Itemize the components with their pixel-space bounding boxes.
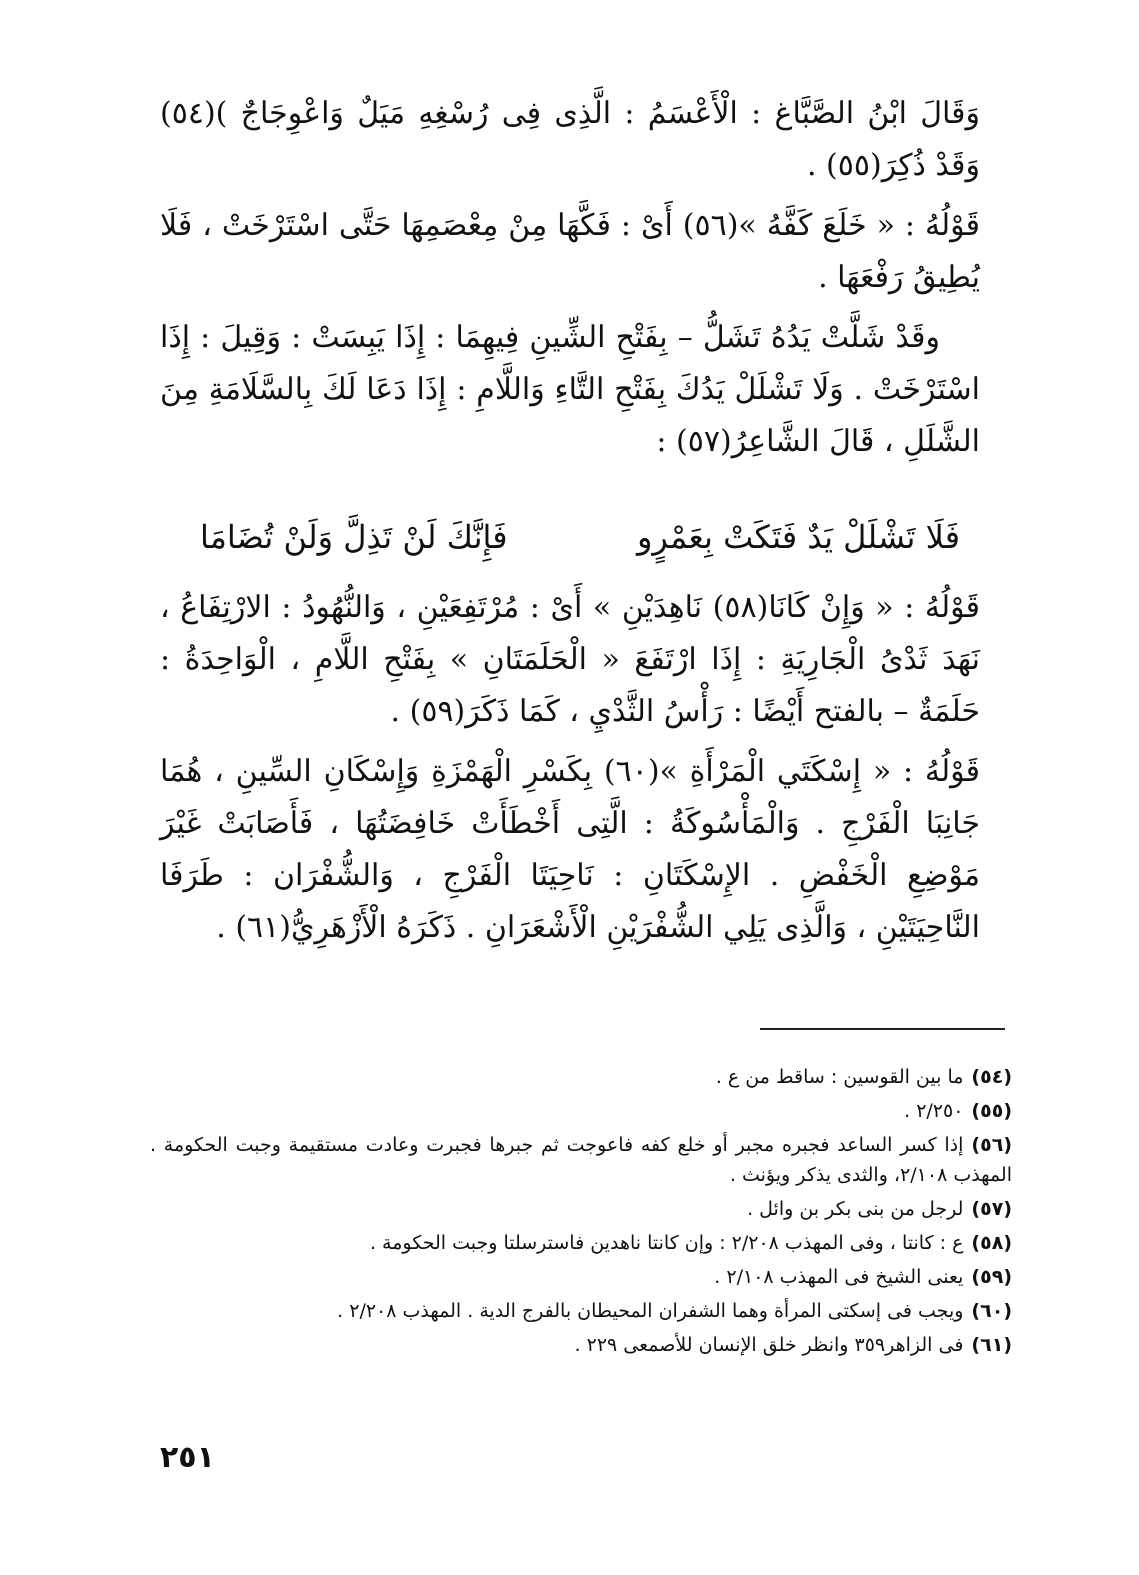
footnote-54 (150, 1062, 1012, 1092)
footnote-text: إذا كسر الساعد فجبره مجبر أو خلع كفه فاعوجت ثم جبرها فجبرت وعادت مستقيمة وجبت الحكومة . المهذب ٢/١٠٨، والثدى يذكر ويؤنث . (150, 1134, 1012, 1186)
footnote-number: (٥٤) (971, 1066, 1012, 1088)
paragraph-5: قَوْلُهُ : « إِسْكَتَي الْمَرْأَةِ »(٦٠) بِكَسْرِ الْهَمْزَةِ وَإِسْكَانِ السِّينِ ، هُمَا جَانِبَا الْفَرْجِ . وَالْمَأْسُوكَةُ : الَّتِى أَخْطَأَتْ خَافِضَتُهَا ، فَأَصَابَتْ غَيْرَ مَوْضِعِ الْخَفْضِ . الإِسْكَتَانِ : نَاحِيَتَا الْفَرْجِ ، وَالشُّفْرَان : طَرَفَا النَّاحِيَتَيْنِ ، وَالَّذِى يَلِي الشُّفْرَيْنِ الْأَشْعَرَانِ . ذَكَرَهُ الْأَزْهَرِيُّ(٦١) . (160, 754, 980, 945)
footnote-58 (150, 1228, 1012, 1258)
footnote-number: (٥٩) (971, 1266, 1012, 1288)
paragraph-3: وقَدْ شَلَّتْ يَدُهُ تَشَلُّ – بِفَتْحِ الشِّينِ فِيهِمَا : إِذَا يَبِسَتْ : وَقِيلَ : إِذَا اسْتَرْخَتْ . وَلَا تَشْلَلْ يَدُكَ بِفَتْحِ التَّاءِ وَاللَّامِ : إِذَا دَعَا لَكَ بِالسَّلَامَةِ مِنَ الشَّلَلِ ، قَالَ الشَّاعِرُ(٥٧) : (160, 320, 980, 459)
footnote-text: ويجب فى إسكتى المرأة وهما الشفران المحيطان بالفرج الدية . المهذب ٢/٢٠٨ . (337, 1300, 964, 1322)
footnote-60 (150, 1296, 1012, 1326)
footnote-text: ع : كانتا ، وفى المهذب ٢/٢٠٨ : وإن كانتا ناهدين فاسترسلتا وجبت الحكومة . (369, 1232, 964, 1254)
footnote-text: فى الزاهر٣٥٩ وانظر خلق الإنسان للأصمعى ٢٢٩ . (574, 1334, 964, 1356)
footnote-number: (٦٠) (971, 1300, 1012, 1322)
footnote-55 (150, 1096, 1012, 1126)
paragraph-1: وَقَالَ ابْنُ الصَّبَّاغ : الْأَعْسَمُ : الَّذِى فِى رُسْغِهِ مَيَلٌ وَاعْوِجَاجٌ )(٥٤) وَقَدْ ذُكِرَ(٥٥) . (160, 96, 980, 183)
poem-hemistich-right: فَلَا تَشْلَلْ يَدٌ فَتَكَتْ بِعَمْرٍو (636, 518, 960, 556)
page-number: ٢٥١ (160, 1440, 215, 1475)
footnote-number: (٦١) (971, 1334, 1012, 1356)
footnote-separator (760, 1028, 1005, 1030)
main-text-upper (160, 88, 980, 468)
paragraph-2: قَوْلُهُ : « خَلَعَ كَفَّهُ »(٥٦) أَىْ : فَكَّهَا مِنْ مِعْصَمِهَا حَتَّى اسْتَرْخَتْ ، فَلَا يُطِيقُ رَفْعَهَا . (160, 208, 981, 295)
paragraph-4: قَوْلُهُ : « وَإِنْ كَانَا(٥٨) نَاهِدَيْنِ » أَىْ : مُرْتَفِعَيْنِ ، وَالنُّهُودُ : الارْتِفَاعُ ، نَهَدَ ثَدْىُ الْجَارِيَةِ : إِذَا ارْتَفَعَ « الْحَلَمَتَانِ » بِفَتْحِ اللَّامِ ، الْوَاحِدَةُ : حَلَمَةٌ – بالفتح أَيْضًا : رَأْسُ الثَّدْيِ ، كَمَا ذَكَرَ(٥٩) . (160, 590, 980, 729)
footnote-text: ما بين القوسين : ساقط من ع . (715, 1066, 964, 1088)
footnote-text: لرجل من بنى بكر بن وائل . (747, 1198, 964, 1220)
footnote-number: (٥٥) (971, 1100, 1012, 1122)
footnote-61 (150, 1330, 1012, 1360)
footnote-56 (150, 1130, 1012, 1190)
footnote-number: (٥٧) (971, 1198, 1012, 1220)
footnotes-section (150, 1062, 1012, 1364)
footnote-59 (150, 1262, 1012, 1292)
poem-hemistich-left: فَإِنَّكَ لَنْ تَذِلَّ وَلَنْ تُضَامَا (200, 518, 508, 556)
main-text-lower (160, 582, 980, 954)
poem-verse (200, 518, 960, 556)
footnote-number: (٥٨) (971, 1232, 1012, 1254)
footnote-number: (٥٦) (971, 1134, 1012, 1156)
footnote-text: يعنى الشيخ فى المهذب ٢/١٠٨ . (714, 1266, 964, 1288)
footnote-57 (150, 1194, 1012, 1224)
footnote-text: ٢/٢٥٠ . (904, 1100, 964, 1122)
